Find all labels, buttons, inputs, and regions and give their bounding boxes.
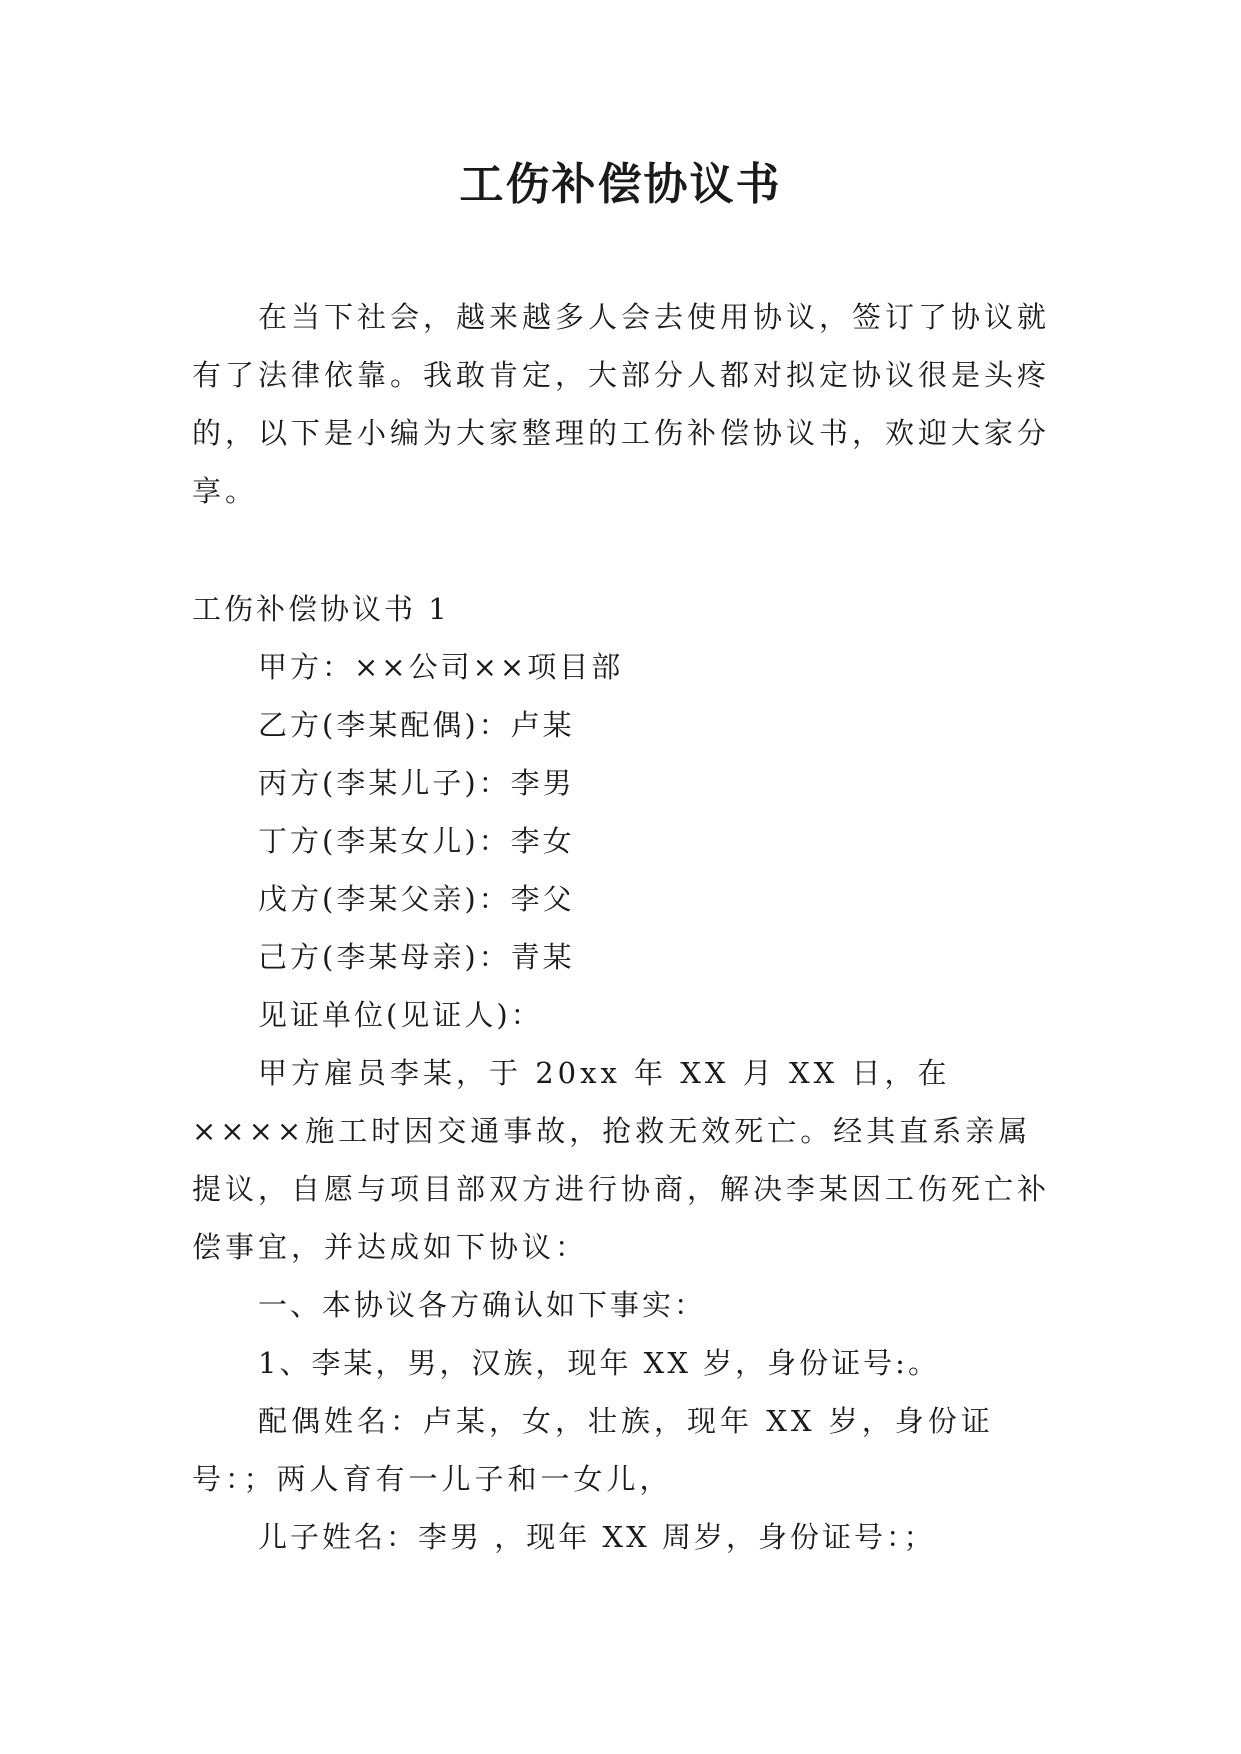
agreement-body bbox=[192, 580, 1072, 1566]
section-heading: 工伤补偿协议书 1 bbox=[192, 592, 450, 626]
party-a: 甲方：××公司××项目部 bbox=[258, 650, 624, 684]
clause-heading: 一、本协议各方确认如下事实： bbox=[258, 1288, 707, 1322]
party-b: 乙方(李某配偶)：卢某 bbox=[258, 708, 575, 742]
fact-spouse: 配偶姓名：卢某，女，壮族，现年 XX 岁，身份证号：；两人育有一儿子和一女儿， bbox=[192, 1404, 994, 1496]
witness-line: 见证单位(见证人)： bbox=[258, 998, 543, 1032]
party-d: 丁方(李某女儿)：李女 bbox=[258, 824, 575, 858]
fact-son: 儿子姓名：李男 ，现年 XX 周岁，身份证号：； bbox=[258, 1520, 936, 1554]
party-e: 戊方(李某父亲)：李父 bbox=[258, 882, 575, 916]
incident-paragraph: 甲方雇员李某，于 20xx 年 XX 月 XX 日，在××××施工时因交通事故，抢救无效死亡。经其直系亲属提议，自愿与项目部双方进行协商，解决李某因工伤死亡补偿事宜，并达成如下协议： bbox=[192, 1056, 1051, 1264]
document-title: 工伤补偿协议书 bbox=[459, 159, 782, 210]
fact-deceased: 1、李某，男，汉族，现年 XX 岁，身份证号:。 bbox=[258, 1346, 940, 1380]
party-f: 己方(李某母亲)：青某 bbox=[258, 940, 575, 974]
party-c: 丙方(李某儿子)：李男 bbox=[258, 766, 575, 800]
intro-paragraph: 在当下社会，越来越多人会去使用协议，签订了协议就有了法律依靠。我敢肯定，大部分人都对拟定协议很是头疼的，以下是小编为大家整理的工伤补偿协议书，欢迎大家分享。 bbox=[192, 300, 1051, 508]
